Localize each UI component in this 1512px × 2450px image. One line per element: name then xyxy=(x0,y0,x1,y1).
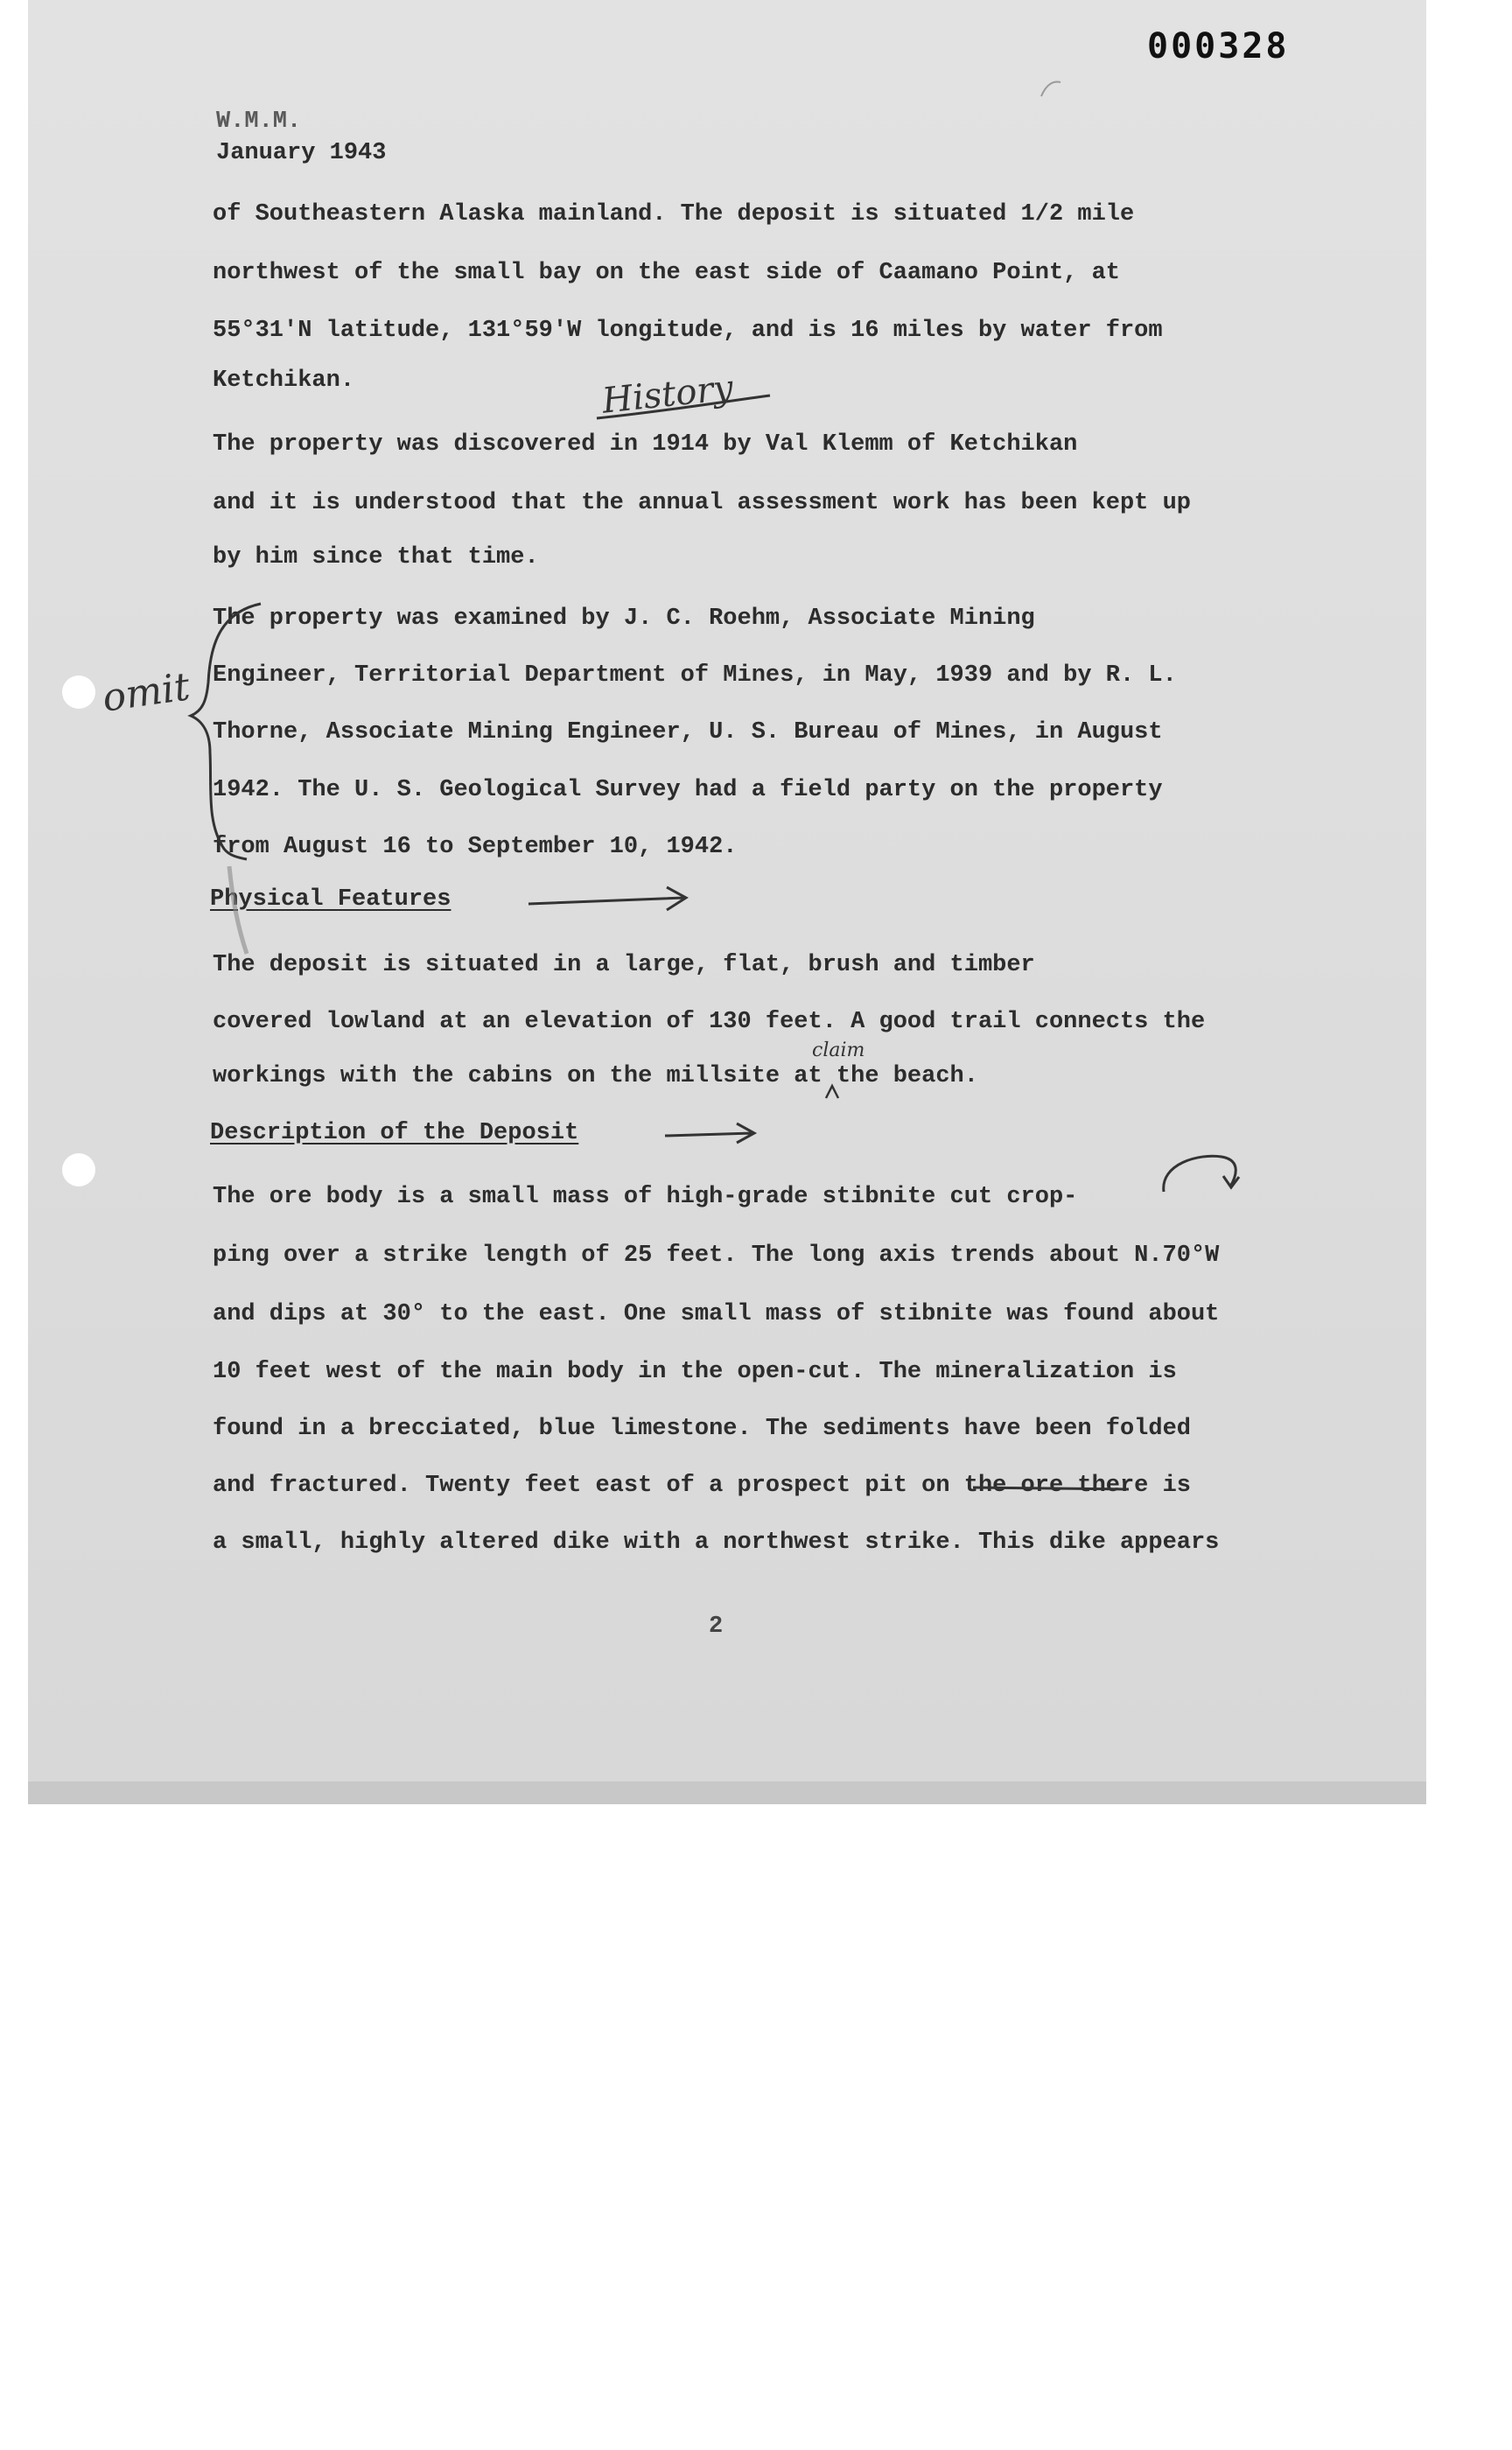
deposit-description-line: found in a brecciated, blue limestone. The sediments have been folded xyxy=(213,1416,1191,1442)
physical-features-line: workings with the cabins on the millsite at the beach. xyxy=(213,1063,978,1089)
claim-annotation: claim xyxy=(812,1040,865,1061)
omit-annotation: omit xyxy=(99,664,193,721)
examination-line: Engineer, Territorial Department of Mines, in May, 1939 and by R. L. xyxy=(213,662,1177,689)
physical-features-line: The deposit is situated in a large, flat, brush and timber xyxy=(213,952,1035,978)
location-line: of Southeastern Alaska mainland. The deposit is situated 1/2 mile xyxy=(213,201,1135,228)
location-line: 55°31'N latitude, 131°59'W longitude, and is 16 miles by water from xyxy=(213,318,1163,344)
omit-brace xyxy=(191,604,261,859)
location-line: northwest of the small bay on the east side of Caamano Point, at xyxy=(213,260,1120,286)
examination-line: Thorne, Associate Mining Engineer, U. S. Bureau of Mines, in August xyxy=(213,719,1163,746)
claim-insertion-caret xyxy=(826,1086,838,1098)
examination-line: The property was examined by J. C. Roehm, Associate Mining xyxy=(213,606,1035,632)
deposit-description-line: ping over a strike length of 25 feet. The long axis trends about N.70°W xyxy=(213,1242,1220,1269)
history-annotation: History xyxy=(600,368,736,422)
document-number: 000328 xyxy=(1147,26,1290,66)
deposit-description-line: 10 feet west of the main body in the open-cut. The mineralization is xyxy=(213,1359,1177,1385)
smudge-mark xyxy=(1041,82,1060,96)
header-initials: W.M.M. xyxy=(216,108,302,135)
history-line: and it is understood that the annual assessment work has been kept up xyxy=(213,490,1191,516)
deposit-description-line: a small, highly altered dike with a northwest strike. This dike appears xyxy=(213,1530,1220,1556)
examination-line: 1942. The U. S. Geological Survey had a field party on the property xyxy=(213,777,1163,803)
history-underline xyxy=(597,396,770,418)
pencil-margin-line xyxy=(229,866,247,954)
history-line: The property was discovered in 1914 by Val Klemm of Ketchikan xyxy=(213,431,1078,458)
physical-features-arrow xyxy=(528,887,686,910)
page-number: 2 xyxy=(709,1614,724,1640)
physical-features-heading: Physical Features xyxy=(210,886,452,913)
transposition-mark xyxy=(1164,1156,1239,1192)
location-line: Ketchikan. xyxy=(213,368,355,394)
deposit-description-arrow xyxy=(665,1124,754,1143)
examination-line: from August 16 to September 10, 1942. xyxy=(213,834,738,860)
physical-features-line: covered lowland at an elevation of 130 feet. A good trail connects the xyxy=(213,1009,1206,1035)
history-line: by him since that time. xyxy=(213,544,539,570)
deposit-description-line: and dips at 30° to the east. One small mass of stibnite was found about xyxy=(213,1301,1220,1327)
deposit-description-line: The ore body is a small mass of high-grade stibnite cut crop- xyxy=(213,1184,1078,1210)
strikethrough-mark xyxy=(973,1488,1129,1489)
deposit-description-line: and fractured. Twenty feet east of a prospect pit on the ore there is xyxy=(213,1473,1191,1499)
deposit-description-heading: Description of the Deposit xyxy=(210,1120,579,1146)
header-date: January 1943 xyxy=(216,140,387,166)
